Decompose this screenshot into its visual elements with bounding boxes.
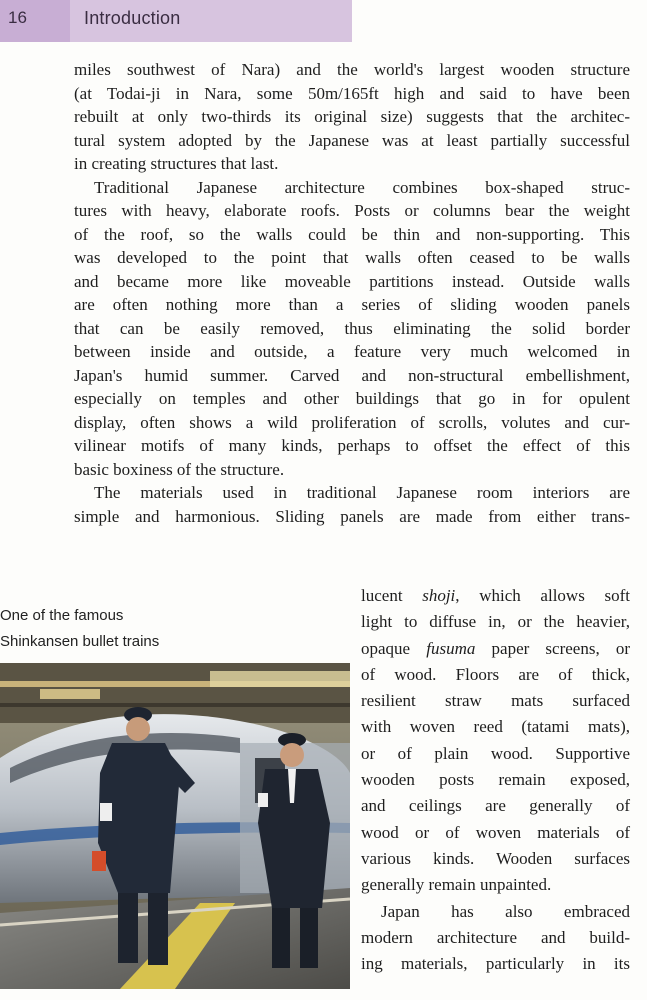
column-text bbox=[361, 583, 630, 977]
body-line: display, often shows a wild proliferation of scrolls, volutes and cur- bbox=[74, 412, 630, 432]
body-line: rebuilt at only two-thirds its original size) suggests that the architec- bbox=[74, 107, 630, 126]
body-text bbox=[74, 58, 630, 528]
body-line: of the roof, so the walls could be thin and non-supporting. This bbox=[74, 224, 630, 244]
body-line: tures with heavy, elaborate roofs. Posts or columns bear the weight bbox=[74, 201, 630, 220]
section-title: Introduction bbox=[84, 8, 181, 28]
body-line: in creating structures that last. bbox=[74, 154, 279, 173]
column-line: of wood. Floors are of thick, bbox=[361, 664, 630, 684]
column-line: generally remain unpainted. bbox=[361, 875, 552, 895]
column-line: or of plain wood. Supportive bbox=[361, 743, 630, 763]
column-line: resilient straw mats surfaced bbox=[361, 691, 630, 711]
column-line: wooden posts remain exposed, bbox=[361, 770, 630, 790]
body-line: vilinear motifs of many kinds, perhaps to offset the effect of this bbox=[74, 436, 630, 455]
body-line: are often nothing more than a series of sliding wooden panels bbox=[74, 295, 630, 314]
body-line: basic boxiness of the structure. bbox=[74, 459, 285, 479]
column-line: and ceilings are generally of bbox=[361, 796, 630, 816]
body-line: between inside and outside, a feature very much welcomed in bbox=[74, 342, 630, 361]
column-line: various kinds. Wooden surfaces bbox=[361, 848, 630, 868]
column-line: lucent shoji, which allows soft bbox=[361, 586, 630, 605]
body-line: miles southwest of Nara) and the world's largest wooden structure bbox=[74, 60, 630, 79]
body-line: especially on temples and other buildings that go in for opulent bbox=[74, 389, 630, 408]
body-line: simple and harmonious. Sliding panels are made from either trans- bbox=[74, 506, 630, 526]
caption-line: Shinkansen bullet trains bbox=[0, 633, 160, 650]
body-line: (at Todai-ji in Nara, some 50m/165ft high and said to have been bbox=[74, 83, 630, 103]
page-number: 16 bbox=[8, 8, 27, 27]
body-line: The materials used in traditional Japanese room interiors are bbox=[94, 483, 630, 502]
body-line: was developed to the point that walls often ceased to be walls bbox=[74, 248, 630, 267]
caption-line: One of the famous bbox=[0, 607, 124, 624]
body-line: and became more like moveable partitions instead. Outside walls bbox=[74, 271, 630, 291]
photo-caption bbox=[0, 603, 159, 655]
column-line: modern architecture and build- bbox=[361, 927, 630, 947]
body-line: Japan's humid summer. Carved and non-structural embellishment, bbox=[74, 365, 630, 385]
body-line: tural system adopted by the Japanese was at least partially successful bbox=[74, 130, 630, 150]
station-roof bbox=[0, 663, 350, 723]
column-line: ing materials, particularly in its bbox=[361, 954, 630, 974]
column-line: Japan has also embraced bbox=[381, 901, 630, 921]
column-line: with woven reed (tatami mats), bbox=[361, 717, 630, 737]
body-line: that can be easily removed, thus eliminating the solid border bbox=[74, 318, 630, 338]
page-number-box bbox=[0, 0, 70, 42]
shinkansen-photo bbox=[0, 663, 350, 989]
column-line: opaque fusuma paper screens, or bbox=[361, 638, 631, 658]
body-line: Traditional Japanese architecture combines box-shaped struc- bbox=[94, 177, 630, 197]
column-line: wood or of woven materials of bbox=[361, 822, 630, 842]
column-line: light to diffuse in, or the heavier, bbox=[361, 612, 630, 632]
